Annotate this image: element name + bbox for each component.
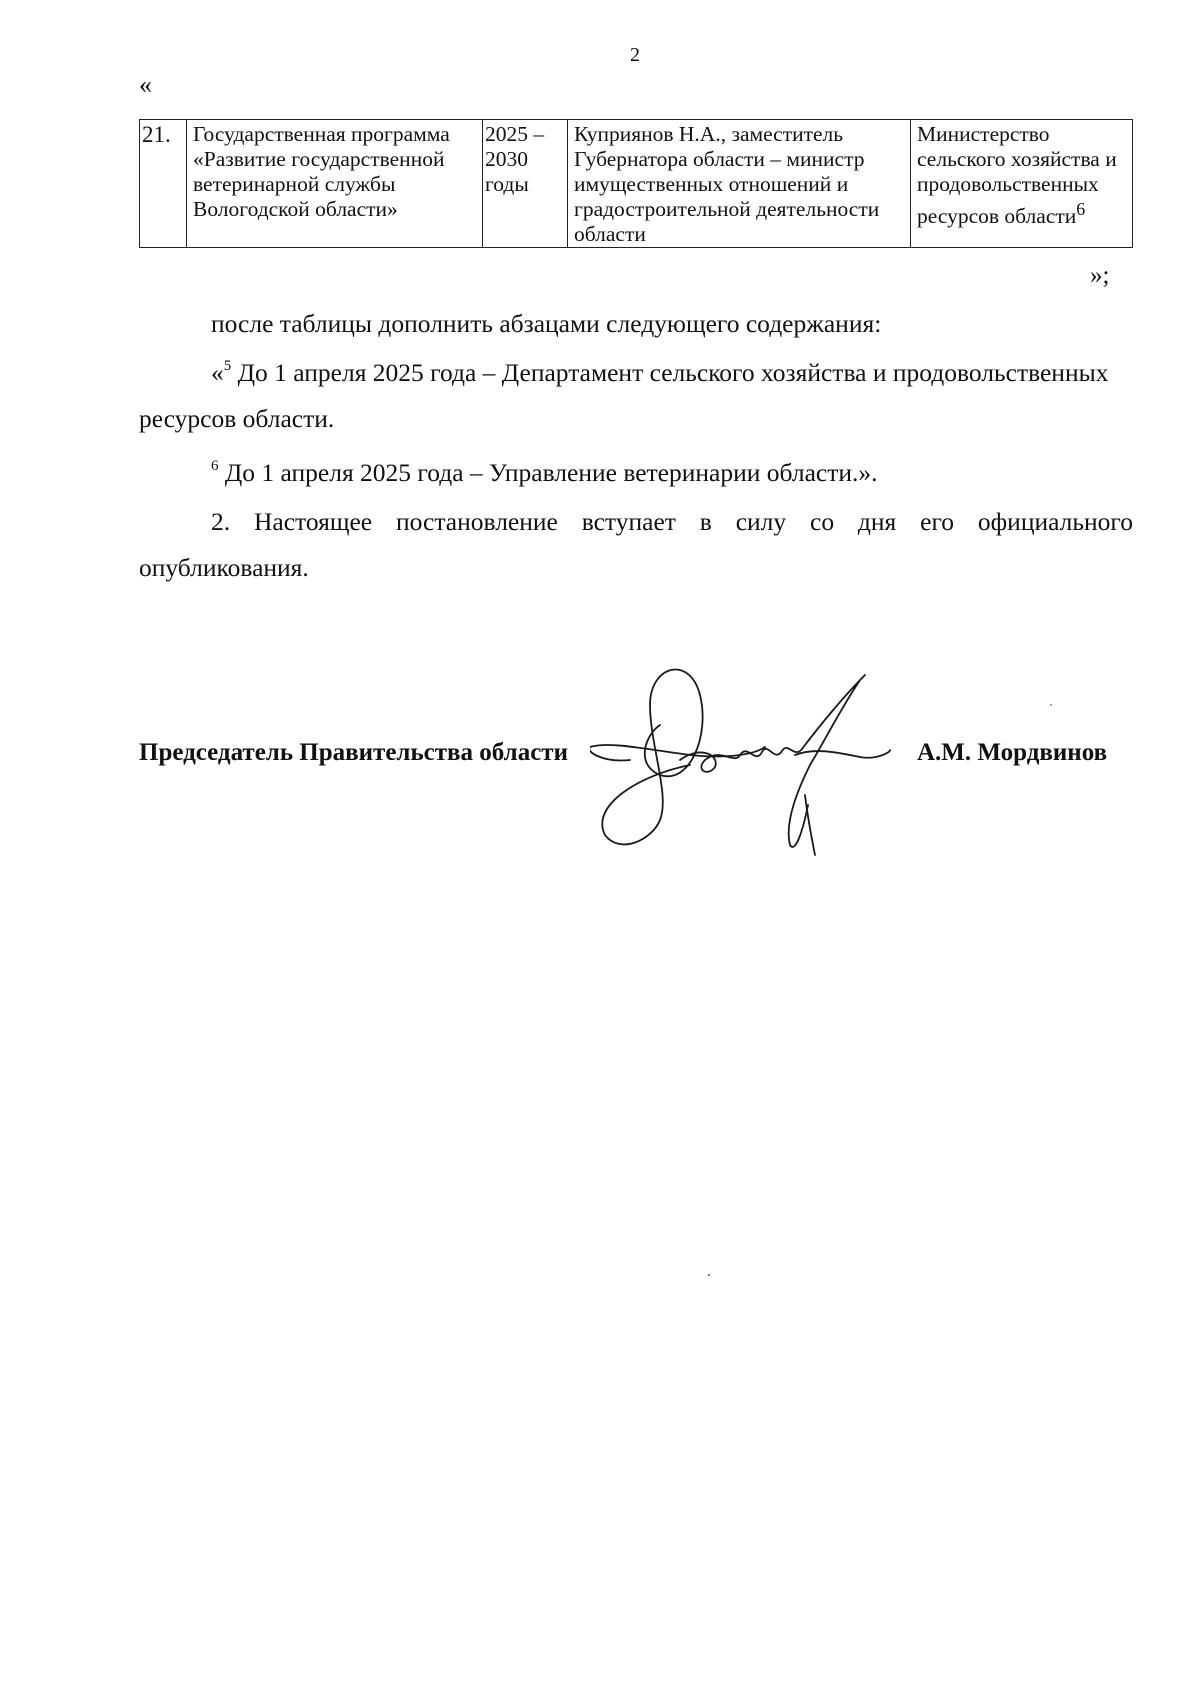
footnote-6-paragraph xyxy=(139,450,1133,496)
point-2-paragraph xyxy=(139,499,1133,591)
amendment-table xyxy=(139,119,1133,248)
executor-cell xyxy=(911,120,1133,248)
signatory-position: Председатель Правительства области xyxy=(139,739,568,766)
page-number: 2 xyxy=(630,44,640,66)
point-2-text: 2. Настоящее постановление вступает в силу со дня его официального опубликования. xyxy=(139,507,1133,582)
handwritten-signature xyxy=(590,655,920,865)
executor-footnote-mark: 6 xyxy=(1076,199,1086,219)
intro-paragraph xyxy=(139,301,1133,347)
years-cell: 2025 – 2030 годы xyxy=(483,120,568,248)
footnote-6-text: До 1 апреля 2025 года – Управление ветеринарии области.». xyxy=(218,458,878,487)
footnote-5-paragraph xyxy=(139,350,1133,442)
table-close-quote: »; xyxy=(1090,262,1110,289)
footnote-6-mark: 6 xyxy=(211,457,219,474)
row-number-cell: 21. xyxy=(140,120,187,248)
executor-text: Министерство сельского хозяйства и продовольственных ресурсов области xyxy=(917,122,1117,229)
footnote-5-open-quote: « xyxy=(211,358,224,387)
signatory-name: А.М. Мордвинов xyxy=(917,739,1108,766)
scan-speck xyxy=(708,1274,710,1276)
program-cell: Государственная программа «Развитие государственной ветеринарной службы Вологодской области» xyxy=(187,120,483,248)
footnote-5-text: До 1 апреля 2025 года – Департамент сельского хозяйства и продовольственных ресурсов области. xyxy=(139,358,1109,433)
table-open-quote: « xyxy=(139,70,152,99)
scan-speck xyxy=(1050,704,1052,706)
intro-text: после таблицы дополнить абзацами следующего содержания: xyxy=(211,309,882,338)
footnote-5-mark: 5 xyxy=(223,357,232,374)
curator-cell: Куприянов Н.А., заместитель Губернатора области – министр имущественных отношений и градостроительной деятельности области xyxy=(568,120,911,248)
table-row xyxy=(140,120,1133,248)
